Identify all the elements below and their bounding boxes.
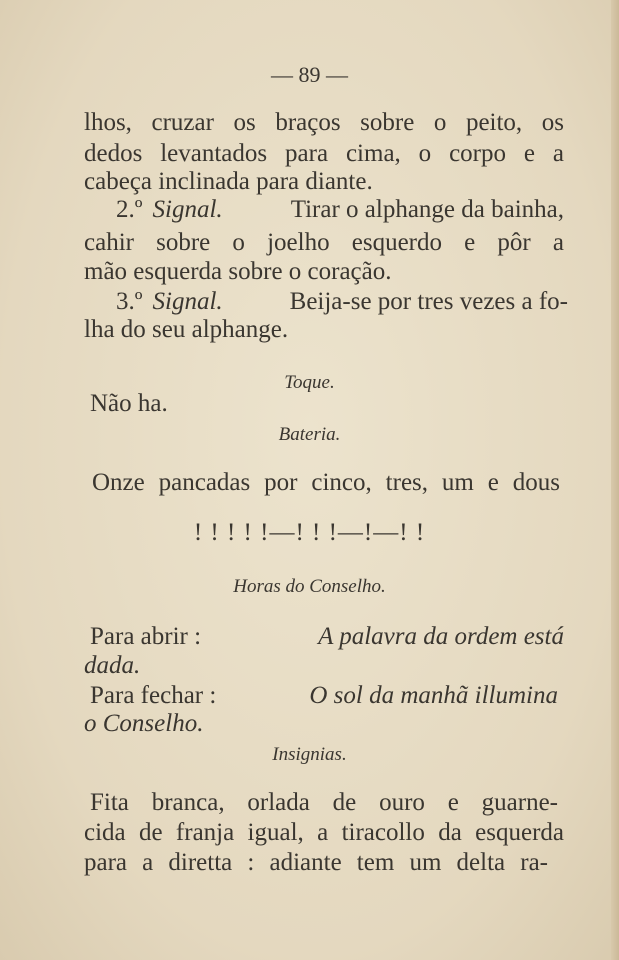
- text-line: cabeça inclinada para diante.: [84, 168, 373, 195]
- section-heading-toque: Toque.: [284, 372, 335, 393]
- section-heading-insignias: Insignias.: [272, 744, 347, 765]
- abrir-line: [90, 622, 564, 652]
- signal-text: Tirar o alphange da bainha,: [290, 196, 564, 223]
- abrir-label: Para abrir :: [90, 623, 202, 650]
- text-line: mão esquerda sobre o coração.: [84, 258, 392, 285]
- fechar-line: [90, 681, 558, 711]
- text-line: dedos levantados para cima, o corpo e a: [84, 140, 564, 167]
- text-line: para a diretta : adiante tem um delta ra-: [84, 849, 548, 876]
- fechar-text: O sol da manhã illumina: [309, 682, 558, 709]
- signal-3-first-line: [116, 287, 568, 317]
- page-edge: [611, 0, 619, 960]
- signal-label: Signal.: [152, 196, 223, 223]
- signal-number: 2.º: [116, 196, 143, 223]
- signal-2-first-line: [116, 195, 564, 225]
- abrir-text: A palavra da ordem está: [318, 623, 564, 650]
- text-line: lha do seu alphange.: [84, 316, 289, 343]
- text-line: lhos, cruzar os braços sobre o peito, os: [84, 109, 564, 136]
- text-line: cahir sobre o joelho esquerdo e pôr a: [84, 229, 564, 256]
- text-line: Onze pancadas por cinco, tres, um e dous: [92, 469, 560, 496]
- text-line: o Conselho.: [84, 710, 204, 737]
- signal-number: 3.º: [116, 288, 143, 315]
- beat-marks: ! ! ! ! !—! ! !—!—! !: [193, 519, 426, 546]
- text-line: dada.: [84, 652, 141, 679]
- section-heading-horas: Horas do Conselho.: [233, 576, 386, 597]
- signal-text: Beija-se por tres vezes a fo-: [289, 288, 568, 315]
- text-line: cida de franja igual, a tiracollo da esquerda: [84, 819, 564, 846]
- text-line: Não ha.: [90, 390, 168, 417]
- text-line: Fita branca, orlada de ouro e guarne-: [90, 789, 558, 816]
- fechar-label: Para fechar :: [90, 682, 217, 709]
- signal-label: Signal.: [152, 288, 223, 315]
- section-heading-bateria: Bateria.: [278, 424, 341, 445]
- page-number: — 89 —: [271, 62, 348, 87]
